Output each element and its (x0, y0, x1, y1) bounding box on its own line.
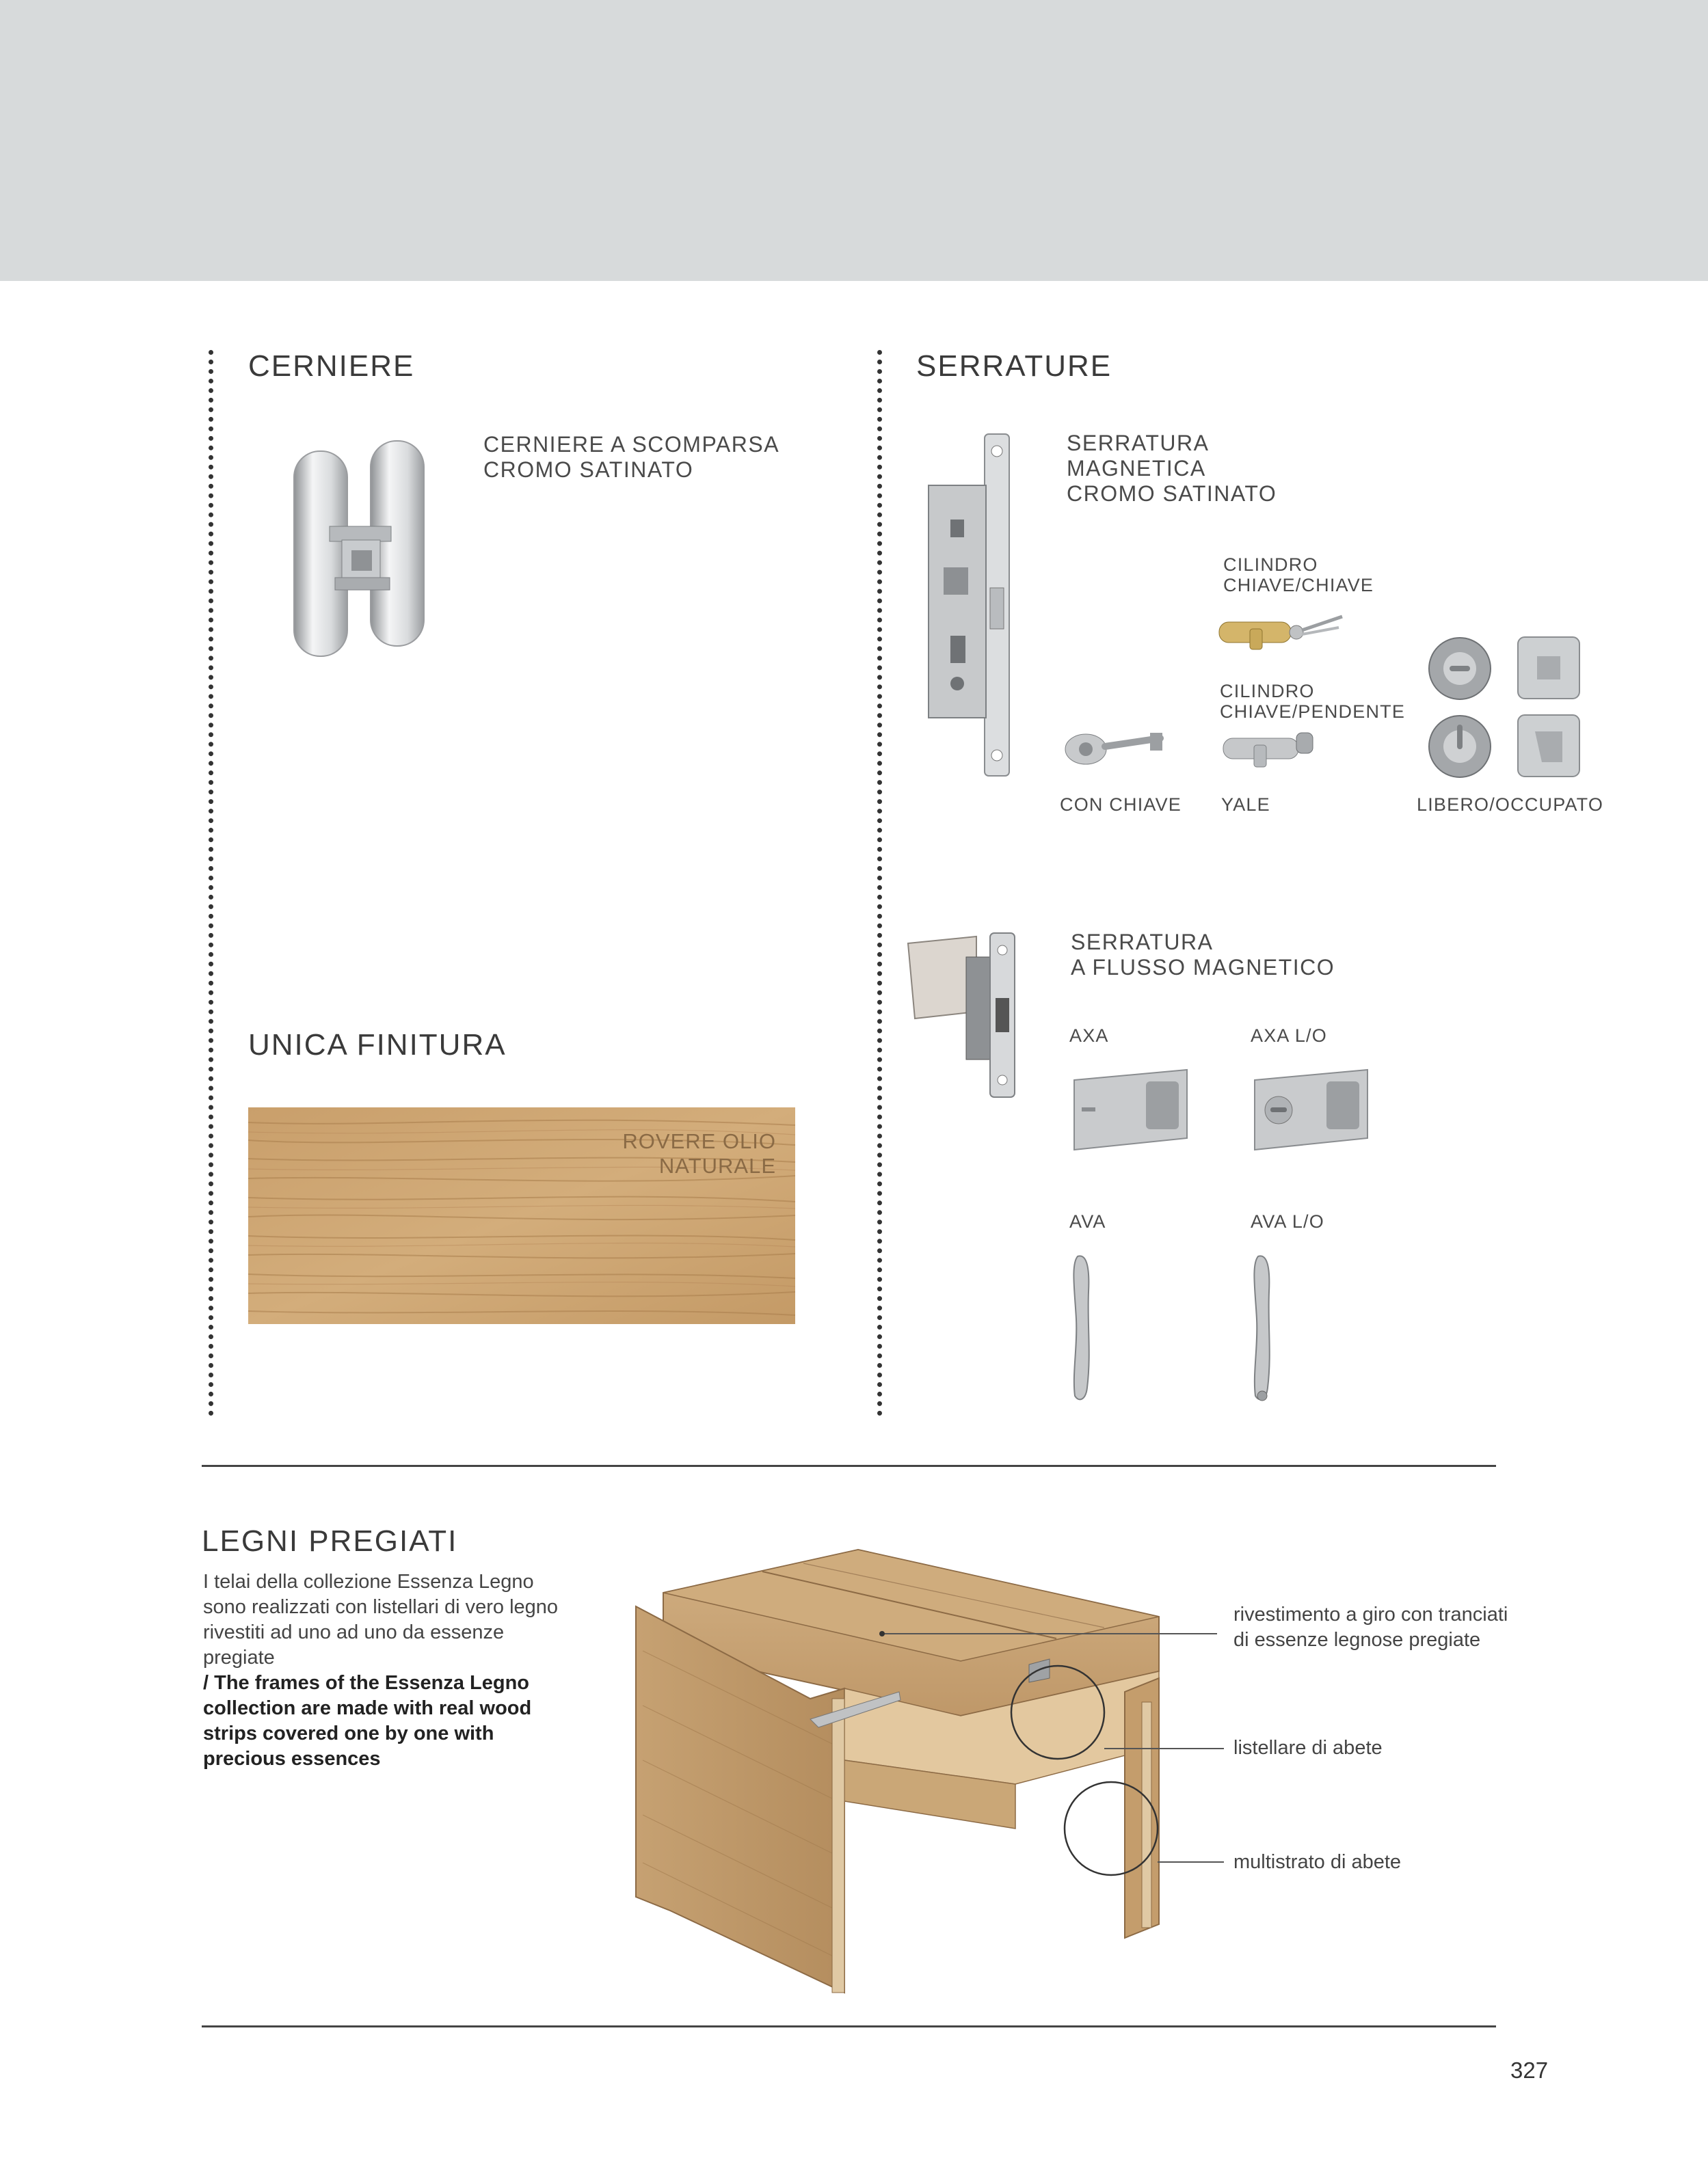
axa-lo-label: AXA L/O (1251, 1025, 1327, 1046)
cerniere-label: CERNIERE A SCOMPARSA CROMO SATINATO (483, 432, 780, 482)
axa-label: AXA (1069, 1025, 1109, 1046)
callout-multistrato: multistrato di abete (1233, 1851, 1402, 1873)
ava-lo-label: AVA L/O (1251, 1211, 1324, 1232)
cilindro-chiave-label: CILINDRO CHIAVE/CHIAVE (1223, 554, 1374, 595)
legni-title: LEGNI PREGIATI (202, 1524, 458, 1558)
page-number: 327 (1510, 2058, 1549, 2083)
ava-label: AVA (1069, 1211, 1106, 1232)
legni-text-en: / The frames of the Essenza Legno collection are made with real wood strips covered one by one with precious essences (203, 1672, 532, 1770)
cerniere-title: CERNIERE (248, 349, 415, 383)
cilindro-pendente-label: CILINDRO CHIAVE/PENDENTE (1220, 681, 1406, 722)
yale-label: YALE (1221, 794, 1270, 815)
swatch-label: ROVERE OLIO NATURALE (622, 1129, 776, 1178)
libero-occupato-label: LIBERO/OCCUPATO (1417, 794, 1604, 815)
serrature-title: SERRATURE (916, 349, 1112, 383)
callout-rivestimento: rivestimento a giro con tranciati di essenze legnose pregiate (1233, 1604, 1508, 1651)
legni-text-it: I telai della collezione Essenza Legno sono realizzati con listellari di vero legno rivestiti ad uno ad uno da essenze pregiate (203, 1571, 559, 1669)
finitura-title: UNICA FINITURA (248, 1028, 507, 1062)
serratura-flusso-label: SERRATURA A FLUSSO MAGNETICO (1071, 930, 1335, 980)
callout-listellare: listellare di abete (1233, 1737, 1383, 1759)
con-chiave-label: CON CHIAVE (1060, 794, 1182, 815)
serratura-magnetica-label: SERRATURA MAGNETICA CROMO SATINATO (1067, 431, 1277, 506)
